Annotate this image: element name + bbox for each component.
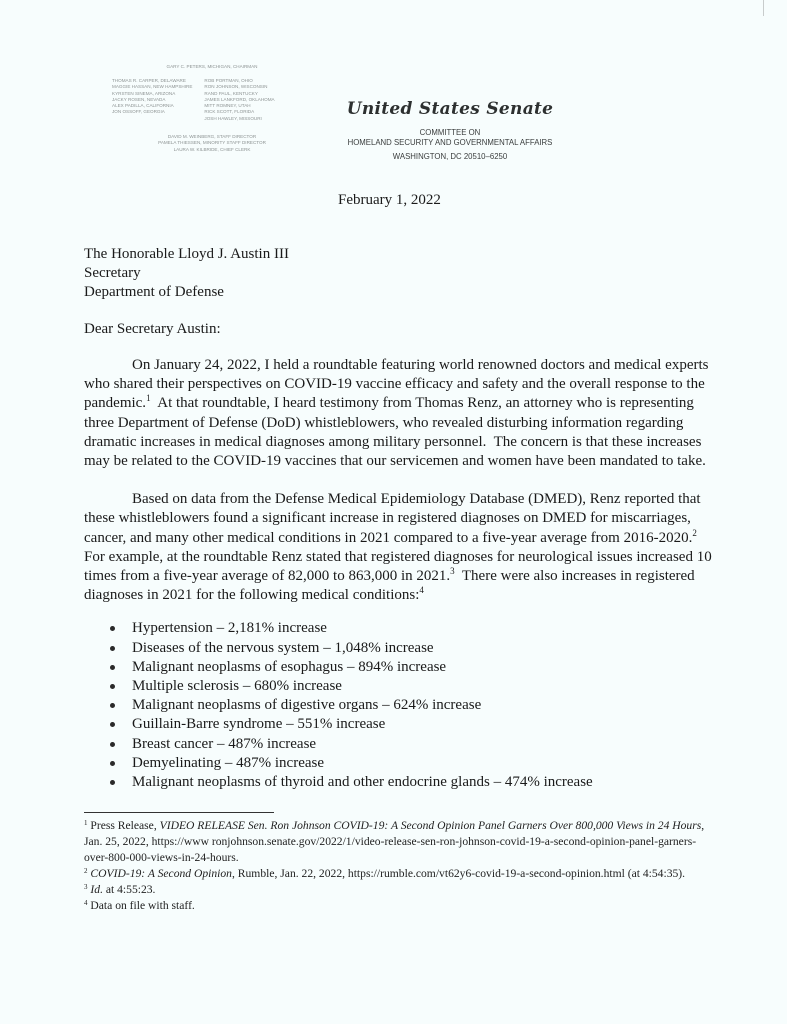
list-item (108, 696, 714, 715)
member-name: JAMES LANKFORD, OKLAHOMA (204, 96, 275, 102)
paragraph-text: For example, at the roundtable Renz stated that registered diagnoses for neurological issues increased 10 times from a five-year average of 82,000 to 863,000 in 2021. (84, 529, 716, 585)
list-item (108, 754, 714, 773)
members-columns (112, 78, 275, 122)
list-item (108, 658, 714, 677)
list-item (108, 735, 714, 754)
paragraph-text: Based on data from the Defense Medical Epidemiology Database (DMED), Renz reported that these whistleblowers found a significant increase in registered diagnoses on DMED for miscarriages, cancer, and many other medical conditions in 2021 compared to a five-year average from 2016-2020. (84, 491, 701, 546)
bullet-icon (110, 703, 115, 708)
staff-list (117, 134, 307, 153)
member-name: RAND PAUL, KENTUCKY (204, 90, 258, 96)
condition-text: Malignant neoplasms of thyroid and other endocrine glands – 474% increase (132, 774, 593, 791)
condition-text: Demyelinating – 487% increase (132, 754, 325, 771)
paragraph-text: At that roundtable, I heard testimony from Thomas Renz, an attorney who is representing three Department of Defense (DoD) whistleblowers, who revealed disturbing information regarding dramatic increases in medical diagnoses among military personnel. The concern is that these increases may be related to the COVID-19 vaccines that our servicemen and women have been mandated to take. (84, 395, 706, 470)
member-name: MAGGIE HASSAN, NEW HAMPSHIRE (112, 84, 193, 90)
footnote-4 (84, 898, 714, 914)
letter-date: February 1, 2022 (338, 192, 441, 208)
condition-text: Breast cancer – 487% increase (132, 735, 317, 752)
footnote-ref[interactable]: 2 (692, 527, 697, 538)
footnote-1 (84, 818, 714, 866)
members-left-column (112, 78, 192, 122)
member-name: RICK SCOTT, FLORIDA (204, 109, 255, 115)
footnote-divider (84, 812, 274, 813)
committee-line-2: HOMELAND SECURITY AND GOVERNMENTAL AFFAIRS (347, 138, 553, 147)
list-item (108, 619, 714, 638)
member-name: JACKY ROSEN, NEVADA (112, 96, 166, 102)
footnote-number: 3 (84, 883, 88, 892)
recipient-title: Secretary (84, 265, 141, 281)
footnote-number: 2 (84, 867, 88, 876)
member-name: MITT ROMNEY, UTAH (204, 103, 251, 109)
member-name: JOSH HAWLEY, MISSOURI (204, 115, 262, 121)
footnote-prefix: Press Release, (90, 819, 160, 833)
bullet-icon (110, 626, 115, 631)
footnote-text: Data on file with staff. (90, 899, 195, 913)
bullet-icon (110, 684, 115, 689)
footnote-ref[interactable]: 3 (450, 566, 455, 577)
conditions-list (108, 619, 714, 792)
condition-text: Hypertension – 2,181% increase (132, 620, 327, 637)
staff-name: LAURA W. KILBRIDE, CHIEF CLERK (173, 146, 251, 152)
list-item (108, 773, 714, 792)
list-item (108, 639, 714, 658)
letter-body (84, 245, 714, 914)
footnote-text: at 4:55:23. (102, 883, 156, 897)
condition-text: Guillain-Barre syndrome – 551% increase (132, 716, 386, 733)
recipient-address (84, 245, 714, 302)
member-name: THOMAS R. CARPER, DELAWARE (112, 78, 186, 83)
member-name: ALEX PADILLA, CALIFORNIA (112, 103, 174, 109)
footnote-2 (84, 866, 714, 882)
bullet-icon (110, 761, 115, 766)
bullet-icon (110, 722, 115, 727)
footnotes (84, 818, 714, 914)
letterhead (0, 0, 787, 170)
committee-block (310, 128, 590, 162)
member-name: ROB PORTMAN, OHIO (204, 78, 253, 83)
member-name: RON JOHNSON, WISCONSIN (204, 84, 268, 90)
list-item (108, 677, 714, 696)
bullet-icon (110, 646, 115, 651)
condition-text: Malignant neoplasms of digestive organs – 624% increase (132, 697, 482, 714)
footnote-text: , Rumble, Jan. 22, 2022, https://rumble.com/vt62y6-covid-19-a-second-opinion.html (at 4:54:35). (231, 867, 686, 881)
condition-text: Diseases of the nervous system – 1,048% increase (132, 639, 434, 656)
senate-title: United States Senate (346, 99, 554, 119)
committee-line-1: COMMITTEE ON (419, 128, 481, 137)
footnote-ref[interactable]: 1 (146, 393, 151, 404)
footnote-title: Id. (90, 883, 103, 897)
chairman-line: GARY C. PETERS, MICHIGAN, CHAIRMAN (166, 64, 258, 69)
staff-name: PAMELA THIESSEN, MINORITY STAFF DIRECTOR (158, 140, 266, 146)
salutation: Dear Secretary Austin: (84, 321, 221, 337)
bullet-icon (110, 742, 115, 747)
condition-text: Malignant neoplasms of esophagus – 894% increase (132, 658, 447, 675)
paragraph-text: On January 24, 2022, I held a roundtable featuring world renowned doctors and medical experts who shared their perspectives on COVID-19 vaccine efficacy and safety and the overall response to the pandemic. (84, 357, 709, 412)
bullet-icon (110, 780, 115, 785)
footnote-number: 4 (84, 899, 88, 908)
footnote-ref[interactable]: 4 (419, 585, 424, 596)
footnote-text: , Jan. 25, 2022, https://www ronjohnson.senate.gov/2022/1/video-release-sen-ron-johnson-covid-19-a-second-opinion-panel-garners-over-800-000-views-in-24-hours. (84, 819, 705, 865)
paragraph-text: There were also increases in registered diagnoses in 2021 for the following medical conditions: (84, 568, 699, 604)
paragraph-1 (84, 356, 714, 471)
staff-name: DAVID M. WEINBERG, STAFF DIRECTOR (167, 134, 257, 139)
footnote-title: VIDEO RELEASE Sen. Ron Johnson COVID-19: A Second Opinion Panel Garners Over 800,000 Views in 24 Hours (159, 819, 702, 833)
member-name: JON OSSOFF, GEORGIA (112, 109, 165, 115)
bullet-icon (110, 665, 115, 670)
committee-city: WASHINGTON, DC 20510–6250 (392, 152, 508, 161)
recipient-department: Department of Defense (84, 284, 224, 300)
paragraph-2 (84, 490, 714, 605)
footnote-title: COVID-19: A Second Opinion (90, 867, 232, 881)
recipient-name: The Honorable Lloyd J. Austin III (84, 246, 289, 262)
member-name: KYRSTEN SINEMA, ARIZONA (112, 90, 176, 96)
condition-text: Multiple sclerosis – 680% increase (132, 678, 342, 695)
footnote-number: 1 (84, 819, 88, 828)
list-item (108, 715, 714, 734)
footnote-3 (84, 882, 714, 898)
members-right-column (204, 78, 274, 122)
